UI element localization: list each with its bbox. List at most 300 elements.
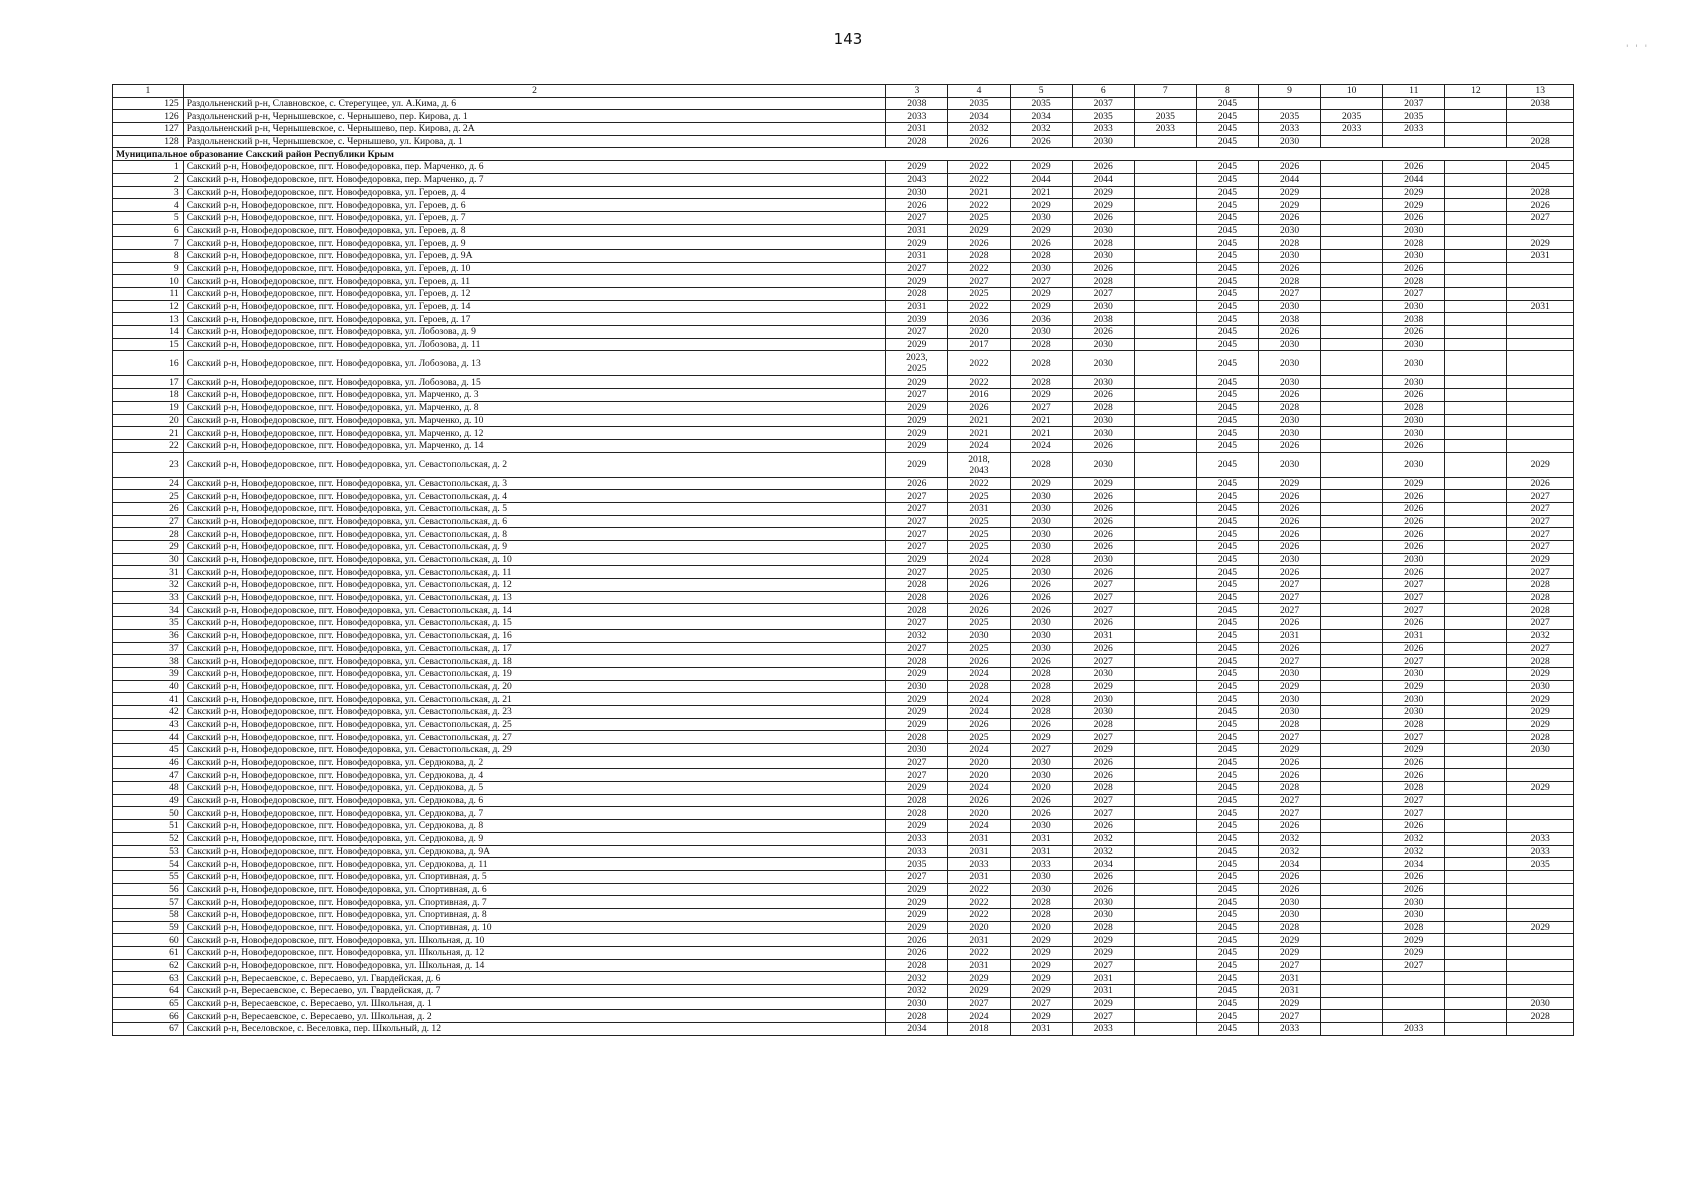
year-cell: 2045 — [1196, 401, 1258, 414]
table-row — [113, 211, 1574, 224]
row-number-cell: 39 — [113, 667, 184, 680]
year-cell: 2028 — [1507, 1010, 1574, 1023]
year-cell — [1383, 997, 1445, 1010]
year-cell: 2045 — [1507, 161, 1574, 174]
year-cell — [1321, 224, 1383, 237]
year-cell — [1134, 756, 1196, 769]
year-cell: 2045 — [1196, 262, 1258, 275]
year-cell: 2027 — [1072, 1010, 1134, 1023]
year-cell: 2035 — [1507, 858, 1574, 871]
year-cell: 2029 — [886, 782, 948, 795]
row-number-cell: 64 — [113, 985, 184, 998]
year-cell — [1321, 199, 1383, 212]
row-number-cell: 127 — [113, 123, 184, 136]
year-cell: 2029 — [1010, 300, 1072, 313]
year-cell: 2029 — [948, 972, 1010, 985]
year-cell — [1134, 782, 1196, 795]
year-cell — [1321, 896, 1383, 909]
row-number-cell: 33 — [113, 591, 184, 604]
year-cell: 2027 — [1010, 744, 1072, 757]
year-cell: 2032 — [886, 972, 948, 985]
year-cell: 2045 — [1196, 642, 1258, 655]
year-cell — [1134, 845, 1196, 858]
year-cell: 2028 — [886, 579, 948, 592]
year-cell: 2027 — [1507, 541, 1574, 554]
year-cell: 2033 — [1258, 123, 1320, 136]
year-cell: 2029 — [1010, 161, 1072, 174]
year-cell: 2030 — [1258, 427, 1320, 440]
year-cell: 2031 — [948, 845, 1010, 858]
year-cell: 2026 — [1010, 579, 1072, 592]
year-cell — [1445, 173, 1507, 186]
year-cell — [1321, 832, 1383, 845]
year-cell: 2030 — [1383, 224, 1445, 237]
year-cell: 2027 — [1010, 401, 1072, 414]
year-cell: 2028 — [886, 655, 948, 668]
year-cell — [1507, 807, 1574, 820]
year-cell: 2045 — [1196, 439, 1258, 452]
year-cell: 2033 — [886, 110, 948, 123]
year-cell — [1134, 769, 1196, 782]
year-cell — [1321, 794, 1383, 807]
year-cell: 2027 — [886, 566, 948, 579]
year-cell: 2029 — [886, 401, 948, 414]
year-cell: 2027 — [1072, 794, 1134, 807]
year-cell: 2027 — [886, 756, 948, 769]
year-cell: 2028 — [1010, 908, 1072, 921]
year-cell: 2029 — [886, 908, 948, 921]
year-cell: 2029 — [1072, 947, 1134, 960]
address-cell: Сакский р-н, Новофедоровское, пгт. Новофедоровка, ул. Спортивная, д. 5 — [183, 870, 886, 883]
row-number-cell: 65 — [113, 997, 184, 1010]
year-cell — [1445, 782, 1507, 795]
address-cell: Сакский р-н, Новофедоровское, пгт. Новофедоровка, ул. Сердюкова, д. 7 — [183, 807, 886, 820]
year-cell — [1445, 1010, 1507, 1023]
year-cell: 2044 — [1258, 173, 1320, 186]
year-cell: 2026 — [1258, 820, 1320, 833]
year-cell: 2030 — [1072, 896, 1134, 909]
table-row — [113, 502, 1574, 515]
year-cell: 2025 — [948, 528, 1010, 541]
year-cell — [1445, 756, 1507, 769]
row-number-cell: 125 — [113, 97, 184, 110]
year-cell: 2031 — [1010, 1023, 1072, 1036]
address-cell: Сакский р-н, Новофедоровское, пгт. Новофедоровка, ул. Севастопольская, д. 19 — [183, 667, 886, 680]
table-row — [113, 541, 1574, 554]
year-cell: 2027 — [1072, 731, 1134, 744]
row-number-cell: 35 — [113, 617, 184, 630]
year-cell: 2045 — [1196, 617, 1258, 630]
table-row — [113, 300, 1574, 313]
year-cell — [1321, 439, 1383, 452]
year-cell: 2027 — [1507, 515, 1574, 528]
year-cell: 2022 — [948, 351, 1010, 376]
page-number: 143 — [833, 30, 863, 48]
year-cell: 2030 — [1383, 300, 1445, 313]
year-cell: 2028 — [1383, 921, 1445, 934]
row-number-cell: 6 — [113, 224, 184, 237]
year-cell — [1321, 97, 1383, 110]
year-cell: 2025 — [948, 541, 1010, 554]
table-row — [113, 959, 1574, 972]
year-cell — [1507, 794, 1574, 807]
year-cell: 2043 — [886, 173, 948, 186]
year-cell: 2029 — [886, 896, 948, 909]
year-cell: 2029 — [1258, 997, 1320, 1010]
year-cell: 2045 — [1196, 959, 1258, 972]
table-row — [113, 389, 1574, 402]
row-number-cell: 40 — [113, 680, 184, 693]
year-cell: 2026 — [1383, 756, 1445, 769]
table-row — [113, 807, 1574, 820]
year-cell: 2027 — [1258, 288, 1320, 301]
year-cell: 2030 — [1010, 820, 1072, 833]
year-cell: 2026 — [1383, 515, 1445, 528]
year-cell — [1321, 947, 1383, 960]
year-cell: 2027 — [948, 275, 1010, 288]
table-row — [113, 199, 1574, 212]
year-cell — [1321, 870, 1383, 883]
year-cell — [1507, 985, 1574, 998]
address-cell: Сакский р-н, Новофедоровское, пгт. Новофедоровка, ул. Севастопольская, д. 4 — [183, 490, 886, 503]
year-cell — [1445, 579, 1507, 592]
year-cell: 2028 — [1383, 401, 1445, 414]
year-cell — [1134, 832, 1196, 845]
row-number-cell: 66 — [113, 1010, 184, 1023]
year-cell: 2030 — [1010, 502, 1072, 515]
year-cell — [1507, 959, 1574, 972]
address-cell: Сакский р-н, Новофедоровское, пгт. Новофедоровка, ул. Лобозова, д. 13 — [183, 351, 886, 376]
year-cell: 2044 — [1383, 173, 1445, 186]
year-cell: 2027 — [1383, 604, 1445, 617]
year-cell: 2030 — [1010, 756, 1072, 769]
year-cell: 2028 — [1507, 186, 1574, 199]
year-cell: 2022 — [948, 883, 1010, 896]
year-cell: 2027 — [1010, 275, 1072, 288]
row-number-cell: 51 — [113, 820, 184, 833]
year-cell: 2026 — [1072, 389, 1134, 402]
year-cell: 2032 — [886, 629, 948, 642]
year-cell: 2029 — [886, 275, 948, 288]
year-cell — [1507, 934, 1574, 947]
year-cell — [1445, 693, 1507, 706]
year-cell: 2026 — [1383, 528, 1445, 541]
year-cell: 2029 — [1507, 705, 1574, 718]
year-cell — [1445, 794, 1507, 807]
year-cell: 2028 — [886, 604, 948, 617]
table-row — [113, 553, 1574, 566]
table-row — [113, 667, 1574, 680]
year-cell: 2039 — [886, 313, 948, 326]
row-number-cell: 24 — [113, 477, 184, 490]
year-cell: 2029 — [886, 452, 948, 477]
year-cell — [1321, 161, 1383, 174]
year-cell — [1445, 313, 1507, 326]
year-cell — [1507, 756, 1574, 769]
year-cell: 2045 — [1196, 237, 1258, 250]
year-cell — [1134, 515, 1196, 528]
year-cell — [1321, 617, 1383, 630]
year-cell: 2029 — [1258, 680, 1320, 693]
year-cell: 2030 — [1258, 414, 1320, 427]
year-cell: 2030 — [1507, 997, 1574, 1010]
year-cell: 2027 — [1383, 655, 1445, 668]
year-cell: 2034 — [1010, 110, 1072, 123]
year-cell — [1445, 997, 1507, 1010]
year-cell — [1321, 414, 1383, 427]
column-number-cell: 11 — [1383, 85, 1445, 98]
row-number-cell: 23 — [113, 452, 184, 477]
year-cell: 2030 — [1010, 541, 1072, 554]
address-cell: Сакский р-н, Новофедоровское, пгт. Новофедоровка, ул. Школьная, д. 14 — [183, 959, 886, 972]
year-cell — [1134, 439, 1196, 452]
year-cell: 2027 — [886, 769, 948, 782]
table-row — [113, 604, 1574, 617]
year-cell — [1321, 680, 1383, 693]
year-cell: 2025 — [948, 642, 1010, 655]
year-cell: 2030 — [1258, 896, 1320, 909]
year-cell — [1507, 401, 1574, 414]
year-cell — [1134, 883, 1196, 896]
year-cell — [1321, 338, 1383, 351]
year-cell: 2024 — [948, 553, 1010, 566]
address-cell: Сакский р-н, Новофедоровское, пгт. Новофедоровка, ул. Лобозова, д. 9 — [183, 326, 886, 339]
year-cell: 2045 — [1196, 870, 1258, 883]
year-cell: 2026 — [1258, 617, 1320, 630]
year-cell — [1445, 553, 1507, 566]
address-cell: Сакский р-н, Новофедоровское, пгт. Новофедоровка, ул. Героев, д. 9А — [183, 249, 886, 262]
year-cell: 2030 — [1072, 376, 1134, 389]
year-cell — [1134, 237, 1196, 250]
address-cell: Сакский р-н, Веселовское, с. Веселовка, пер. Школьный, д. 12 — [183, 1023, 886, 1036]
year-cell: 2029 — [1010, 985, 1072, 998]
address-cell: Раздольненский р-н, Славновское, с. Стерегущее, ул. А.Кима, д. 6 — [183, 97, 886, 110]
row-number-cell: 13 — [113, 313, 184, 326]
year-cell — [1134, 718, 1196, 731]
year-cell: 2027 — [886, 502, 948, 515]
year-cell: 2045 — [1196, 756, 1258, 769]
year-cell: 2028 — [886, 807, 948, 820]
year-cell: 2037 — [1072, 97, 1134, 110]
year-cell: 2030 — [1010, 629, 1072, 642]
year-cell: 2031 — [1072, 985, 1134, 998]
year-cell — [1134, 376, 1196, 389]
column-number-cell: 5 — [1010, 85, 1072, 98]
address-cell: Сакский р-н, Новофедоровское, пгт. Новофедоровка, ул. Марченко, д. 10 — [183, 414, 886, 427]
year-cell — [1445, 972, 1507, 985]
year-cell: 2045 — [1196, 515, 1258, 528]
year-cell: 2029 — [1258, 947, 1320, 960]
year-cell: 2032 — [1383, 845, 1445, 858]
year-cell: 2030 — [1072, 427, 1134, 440]
column-number-cell: 6 — [1072, 85, 1134, 98]
year-cell — [1445, 211, 1507, 224]
year-cell — [1507, 376, 1574, 389]
row-number-cell: 12 — [113, 300, 184, 313]
address-cell: Сакский р-н, Новофедоровское, пгт. Новофедоровка, ул. Севастопольская, д. 9 — [183, 541, 886, 554]
year-cell: 2033 — [1134, 123, 1196, 136]
year-cell: 2026 — [1258, 883, 1320, 896]
year-cell: 2044 — [1072, 173, 1134, 186]
row-number-cell: 5 — [113, 211, 184, 224]
table-body — [113, 85, 1574, 1036]
year-cell: 2026 — [1383, 566, 1445, 579]
year-cell: 2026 — [1258, 262, 1320, 275]
year-cell: 2032 — [1258, 832, 1320, 845]
year-cell — [1321, 515, 1383, 528]
year-cell — [1507, 947, 1574, 960]
year-cell — [1445, 870, 1507, 883]
year-cell: 2028 — [1258, 921, 1320, 934]
table-row — [113, 705, 1574, 718]
year-cell: 2029 — [1010, 389, 1072, 402]
year-cell — [1321, 731, 1383, 744]
column-number-cell: 8 — [1196, 85, 1258, 98]
address-cell: Сакский р-н, Вересаевское, с. Вересаево, ул. Школьная, д. 2 — [183, 1010, 886, 1023]
year-cell — [1134, 414, 1196, 427]
year-cell: 2028 — [1072, 921, 1134, 934]
year-cell: 2045 — [1196, 820, 1258, 833]
year-cell: 2026 — [948, 794, 1010, 807]
table-row — [113, 858, 1574, 871]
year-cell: 2032 — [1010, 123, 1072, 136]
year-cell: 2030 — [1258, 452, 1320, 477]
year-cell: 2024 — [948, 439, 1010, 452]
year-cell — [1507, 224, 1574, 237]
year-cell — [1445, 921, 1507, 934]
year-cell — [1134, 199, 1196, 212]
year-cell: 2030 — [1010, 870, 1072, 883]
year-cell: 2045 — [1196, 997, 1258, 1010]
year-cell: 2030 — [1383, 376, 1445, 389]
address-cell: Сакский р-н, Новофедоровское, пгт. Новофедоровка, ул. Севастопольская, д. 23 — [183, 705, 886, 718]
year-cell: 2031 — [1010, 832, 1072, 845]
year-cell: 2045 — [1196, 161, 1258, 174]
year-cell: 2045 — [1196, 655, 1258, 668]
year-cell: 2028 — [1072, 718, 1134, 731]
year-cell: 2029 — [886, 338, 948, 351]
year-cell: 2026 — [948, 655, 1010, 668]
row-number-cell: 45 — [113, 744, 184, 757]
year-cell — [1321, 655, 1383, 668]
address-cell: Сакский р-н, Новофедоровское, пгт. Новофедоровка, ул. Севастопольская, д. 25 — [183, 718, 886, 731]
year-cell: 2030 — [1258, 376, 1320, 389]
address-cell: Сакский р-н, Новофедоровское, пгт. Новофедоровка, ул. Героев, д. 12 — [183, 288, 886, 301]
year-cell — [1321, 959, 1383, 972]
year-cell: 2026 — [1258, 389, 1320, 402]
year-cell: 2030 — [1072, 300, 1134, 313]
year-cell — [1321, 908, 1383, 921]
year-cell: 2030 — [1072, 908, 1134, 921]
year-cell: 2045 — [1196, 896, 1258, 909]
year-cell — [1134, 870, 1196, 883]
address-cell: Сакский р-н, Новофедоровское, пгт. Новофедоровка, ул. Севастопольская, д. 12 — [183, 579, 886, 592]
year-cell: 2030 — [1258, 135, 1320, 148]
year-cell: 2029 — [886, 414, 948, 427]
address-cell: Сакский р-н, Новофедоровское, пгт. Новофедоровка, ул. Сердюкова, д. 9 — [183, 832, 886, 845]
year-cell: 2045 — [1196, 807, 1258, 820]
year-cell: 2025 — [948, 731, 1010, 744]
year-cell: 2029 — [886, 667, 948, 680]
row-number-cell: 52 — [113, 832, 184, 845]
year-cell — [1445, 249, 1507, 262]
year-cell: 2045 — [1196, 173, 1258, 186]
year-cell: 2020 — [948, 921, 1010, 934]
year-cell: 2021 — [948, 414, 1010, 427]
year-cell — [1134, 477, 1196, 490]
table-row — [113, 338, 1574, 351]
year-cell: 2030 — [1258, 693, 1320, 706]
year-cell — [1321, 249, 1383, 262]
year-cell — [1134, 262, 1196, 275]
address-cell: Сакский р-н, Новофедоровское, пгт. Новофедоровка, ул. Севастопольская, д. 17 — [183, 642, 886, 655]
year-cell — [1445, 97, 1507, 110]
address-cell: Сакский р-н, Новофедоровское, пгт. Новофедоровка, ул. Героев, д. 17 — [183, 313, 886, 326]
year-cell — [1321, 921, 1383, 934]
year-cell: 2026 — [1072, 528, 1134, 541]
year-cell: 2045 — [1196, 934, 1258, 947]
year-cell: 2017 — [948, 338, 1010, 351]
year-cell: 2027 — [1072, 959, 1134, 972]
year-cell: 2028 — [1010, 376, 1072, 389]
year-cell: 2027 — [1258, 1010, 1320, 1023]
year-cell: 2029 — [1507, 782, 1574, 795]
year-cell: 2030 — [1010, 883, 1072, 896]
table-row — [113, 414, 1574, 427]
row-number-cell: 67 — [113, 1023, 184, 1036]
year-cell — [1134, 579, 1196, 592]
year-cell — [1445, 680, 1507, 693]
year-cell: 2031 — [1507, 249, 1574, 262]
year-cell: 2030 — [1383, 553, 1445, 566]
year-cell — [1134, 680, 1196, 693]
year-cell: 2029 — [1383, 744, 1445, 757]
year-cell: 2028 — [1010, 680, 1072, 693]
year-cell — [1445, 744, 1507, 757]
year-cell: 2035 — [1134, 110, 1196, 123]
year-cell: 2032 — [1072, 845, 1134, 858]
year-cell: 2027 — [886, 389, 948, 402]
year-cell: 2026 — [1072, 756, 1134, 769]
year-cell: 2031 — [1258, 629, 1320, 642]
year-cell — [1445, 110, 1507, 123]
year-cell: 2016 — [948, 389, 1010, 402]
year-cell — [1321, 604, 1383, 617]
row-number-cell: 37 — [113, 642, 184, 655]
year-cell — [1383, 1010, 1445, 1023]
year-cell — [1445, 845, 1507, 858]
year-cell: 2020 — [1010, 782, 1072, 795]
year-cell: 2029 — [1507, 452, 1574, 477]
year-cell — [1134, 921, 1196, 934]
year-cell: 2022 — [948, 199, 1010, 212]
year-cell: 2030 — [948, 629, 1010, 642]
year-cell — [1134, 794, 1196, 807]
year-cell: 2045 — [1196, 313, 1258, 326]
address-cell: Сакский р-н, Новофедоровское, пгт. Новофедоровка, ул. Сердюкова, д. 11 — [183, 858, 886, 871]
year-cell: 2026 — [1383, 439, 1445, 452]
column-number-cell: 13 — [1507, 85, 1574, 98]
year-cell: 2027 — [1507, 566, 1574, 579]
year-cell: 2045 — [1196, 211, 1258, 224]
year-cell: 2030 — [1258, 908, 1320, 921]
year-cell: 2029 — [1383, 680, 1445, 693]
address-cell: Сакский р-н, Новофедоровское, пгт. Новофедоровка, пер. Марченко, д. 7 — [183, 173, 886, 186]
table-row — [113, 693, 1574, 706]
year-cell — [1134, 908, 1196, 921]
address-cell: Сакский р-н, Новофедоровское, пгт. Новофедоровка, ул. Севастопольская, д. 5 — [183, 502, 886, 515]
year-cell: 2026 — [1383, 161, 1445, 174]
